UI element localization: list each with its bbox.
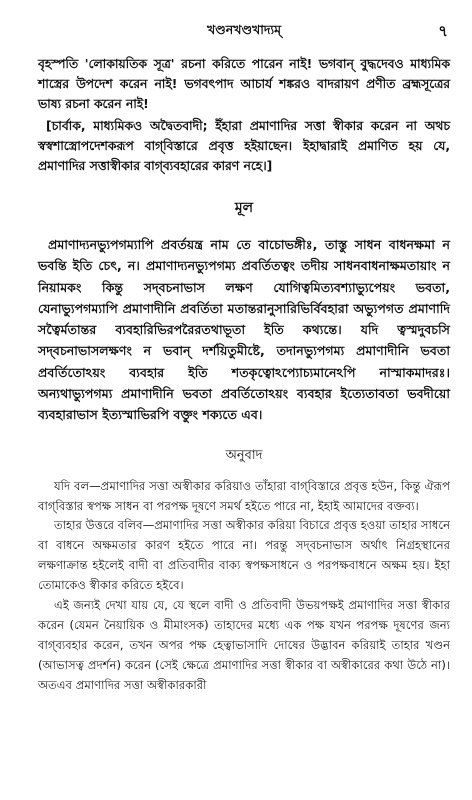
mool-text: প্রমাণাদ্যনভ্যুপগম্যাপি প্রবর্তয়ন্ত্র নাম তে বাচোভঙ্গীঃ, তাস্তু সাধন বাধনক্ষমা ন ভবন্তি ইতি চেৎ, ন। প্রমাণাদ্যনভ্যুপগম্য প্রবর্তিতত্বং তদীয় সাধনবাধনাক্ষমতায়াং ন নিয়ামকং কিন্তু সদ্‌বচনাভাস লক্ষণ যোগিত্বমিত্যবশ্যাভ্যুপেয়ং ভবতা, যেনাভ্যুপগম্যাপি প্রমাণাদীনি প্রবর্তিতা মতান্তরানুসারিভির্বিবহারা অভ্যুপগত প্রমাণাদি সত্বৈর্মতান্তর ব্যবহারিভিরপরৈরতথাভূতা ইতি কথ্যন্তে। যদি ত্বস্মদুবচসি সদ্‌বচনাভাসলক্ষণং ন ভবান্ দর্শয়িতুমীষ্টে, তদানভ্যুপগম্য প্রমাণাদীনি ভবতা প্রবর্তিতোঽয়ং ব্যবহার ইতি শতকৃত্বোঽপ্যোচ্যমানেঽপি নাস্মাকমাদরঃ। অন্যথাভ্যুপগম্য প্রমাণাদীনি ভবতা প্রবর্তিতোঽয়ং ব্যবহার ইত্যেতাবতা ভবদীয়ো ব্যবহারাভাস ইত্যস্মাভিরপি বক্তুং শক্যতে এব। [38,237,450,423]
bracket-note: [চার্বাক, মাধ্যমিকও অদ্বৈতবাদী; ইঁহারা প্রমাণাদির সত্তা স্বীকার করেন না অথচ স্বস্বশাস্ত্রোপদেশকরূপ বাগ্‌বিস্তারে প্রবৃত্ত হইয়াছেন। ইহাদ্বারাই প্রমাণিত হয় যে, প্রমাণাদির সত্তাস্বীকার বাগ্‌ব্যবহারের কারণ নহে।] [38,119,450,173]
page-number: ৭ [438,22,448,40]
anuvad-paragraph-1: যদি বল—প্রমাণাদির সত্তা অস্বীকার করিয়াও তাঁহারা বাগ্‌বিস্তারে প্রবৃত্ত হউন, কিন্তু ঐরূপ বাগ্‌বিস্তার স্বপক্ষ সাধন বা পরপক্ষ দূষণে সমর্থ হইতে পারে না, ইহাই আমাদের বক্তব্য। [38,478,450,513]
mool-heading: মূল [234,200,254,216]
anuvad-paragraph-2: তাহার উত্তরে বলিব—প্রমাণাদির সত্তা অস্বীকার করিয়া বিচারে প্রবৃত্ত হওয়া তাহার সাধনে বা বাধনে অক্ষমতার কারণ হইতে পারে না। পরন্তু সদ্‌বচনাভাস অর্থাৎ নিগ্রহস্থানের লক্ষণাক্রান্ত হইলেই বাদী বা প্রতিবাদীর বাক্য স্বপক্ষসাধনে ও পরপক্ষবাধনে অক্ষম হয়। ইহা তোমাকেও স্বীকার করিতে হইবে। [38,518,450,593]
anuvad-paragraph-3: এই জন্যই দেখা যায় যে, যে স্থলে বাদী ও প্রতিবাদী উভয়পক্ষই প্রমাণাদির সত্তা স্বীকার করেন (যেমন নৈয়ায়িক ও মীমাংসক) তাহাদের মধ্যে এক পক্ষ যখন পরপক্ষ দূষণের জন্য বাগ্‌ব্যবহার করেন, তখন অপর পক্ষ হেত্বাভাসাদি দোষের উদ্ভাবন করিয়াই তাহার খণ্ডন (আভাসত্ব প্রদর্শন) করেন (সেই ক্ষেত্রে প্রমাণাদির সত্তা স্বীকার বা অস্বীকারের কথা উঠে না)। অতএব প্রমাণাদির সত্তা অস্বীকারকারী [38,598,450,692]
page-header [38,22,450,44]
anuvad-heading: অনুবাদ [225,447,263,463]
running-title: খণ্ডনখণ্ডখাদ্যম্ [206,22,282,37]
intro-paragraph: বৃহস্পতি 'লোকায়তিক সূত্র' রচনা করিতে পারেন নাই! ভগবান্ বুদ্ধদেবও মাধ্যমিক শাস্ত্রের উপদেশ করেন নাই! ভগবৎপাদ আচার্য শঙ্করও বাদরায়ণ প্রণীত ব্রহ্মসূত্রের ভাষ্য রচনা করেন নাই! [38,57,450,111]
